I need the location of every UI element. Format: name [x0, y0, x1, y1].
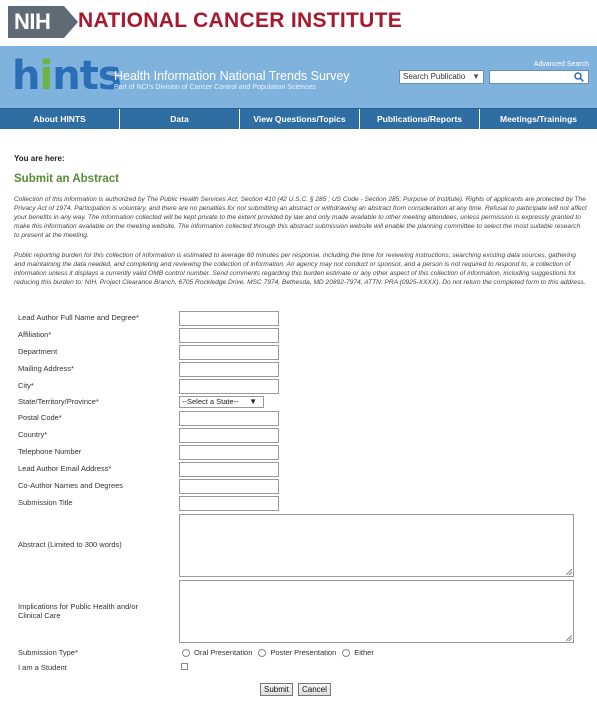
nav-about-hints[interactable]: About HINTS: [0, 109, 120, 129]
lead-author-input[interactable]: [179, 311, 279, 326]
mailing-address-input[interactable]: [179, 362, 279, 377]
abstract-label: Abstract (Limited to 300 words): [18, 540, 122, 549]
site-subtitle: Health Information National Trends Survey: [114, 69, 350, 83]
country-label: Country*: [18, 430, 48, 439]
burden-paragraph: Public reporting burden for this collection of information is estimated to average 60 minutes per response, including the time for reviewing instructions, searching existing data sources, gathering and maintaining the data needed, and completing and reviewing the collection of information. An agency may not conduct or sponsor, and a person is not required to respond to, a collection of information unless it displays a currently valid OMB control number. Send comments regarding this burden estimate or any other aspect of this collection of information, including suggestions for reducing this burden to: NIH, Project Clearance Branch, 6705 Rockledge Drive, MSC 7974, Bethesda, MD 20892-7974, ATTN: PRA (0925-XXXX). Do not return the completed form to this address.: [14, 252, 586, 286]
postal-code-input[interactable]: [179, 411, 279, 426]
submission-type-label: Submission Type*: [18, 648, 78, 657]
mailing-address-label: Mailing Address*: [18, 364, 74, 373]
cancel-button[interactable]: Cancel: [298, 683, 331, 696]
affiliation-label: Affiliation*: [18, 330, 52, 339]
oral-presentation-radio[interactable]: [182, 649, 190, 657]
nav-view-questions[interactable]: View Questions/Topics: [240, 109, 360, 129]
nci-title[interactable]: NATIONAL CANCER INSTITUTE: [78, 9, 403, 32]
breadcrumb: You are here:: [14, 154, 65, 163]
nih-logo-text: NIH: [14, 9, 51, 34]
student-checkbox[interactable]: [181, 663, 188, 670]
affiliation-input[interactable]: [179, 328, 279, 343]
city-input[interactable]: [179, 379, 279, 394]
coauthors-label: Co-Author Names and Degrees: [18, 481, 124, 490]
nav-meetings[interactable]: Meetings/Trainings: [500, 114, 577, 124]
state-select-value: --Select a State--: [182, 397, 239, 406]
abstract-textarea[interactable]: [179, 514, 574, 577]
nav-data[interactable]: Data: [120, 109, 240, 129]
submission-title-label: Submission Title: [18, 498, 73, 507]
country-input[interactable]: [179, 428, 279, 443]
poster-presentation-label: Poster Presentation: [270, 648, 337, 657]
coauthors-input[interactable]: [179, 479, 279, 494]
search-input[interactable]: [489, 70, 589, 84]
email-input[interactable]: [179, 462, 279, 477]
postal-code-label: Postal Code*: [18, 413, 62, 422]
nih-logo[interactable]: [8, 6, 64, 38]
nih-banner: [0, 0, 597, 46]
submission-title-input[interactable]: [179, 496, 279, 511]
oral-presentation-label: Oral Presentation: [194, 648, 253, 657]
department-input[interactable]: [179, 345, 279, 360]
caret-down-icon: ▼: [472, 72, 480, 81]
city-label: City*: [18, 381, 34, 390]
page-title: Submit an Abstract: [14, 173, 120, 185]
student-label: I am a Student: [18, 663, 67, 672]
state-label: State/Territory/Province*: [18, 397, 99, 406]
search-icon[interactable]: [574, 72, 584, 82]
either-radio[interactable]: [342, 649, 350, 657]
lead-author-label: Lead Author Full Name and Degree*: [18, 313, 139, 322]
department-label: Department: [18, 347, 58, 356]
submit-button[interactable]: Submit: [260, 683, 293, 696]
nav-publications[interactable]: Publications/Reports: [360, 109, 480, 129]
hints-header: [0, 46, 597, 108]
caret-down-icon: ▼: [249, 397, 257, 406]
main-nav: [0, 108, 597, 129]
implications-textarea[interactable]: [179, 580, 574, 643]
submission-type-options: [182, 648, 374, 657]
either-label: Either: [354, 648, 374, 657]
advanced-search-link[interactable]: Advanced Search: [533, 61, 589, 68]
email-label: Lead Author Email Address*: [18, 464, 112, 473]
poster-presentation-radio[interactable]: [258, 649, 266, 657]
telephone-input[interactable]: [179, 445, 279, 460]
search-scope-select[interactable]: [399, 70, 484, 84]
site-tagline: Part of NCI's Division of Cancer Control and Population Sciences: [114, 84, 316, 91]
implications-label: Implications for Public Health and/or Clinical Care: [18, 602, 139, 620]
hints-logo[interactable]: hints: [12, 53, 121, 99]
telephone-label: Telephone Number: [18, 447, 82, 456]
search-scope-value: Search Publicatio: [403, 72, 466, 81]
state-select[interactable]: [179, 396, 264, 408]
authorization-paragraph: Collection of this information is authorized by The Public Health Services Act, Section 410 (42 U.S.C. § 285 ; US Code - Section 285; Purpose of Institute). Rights of applicants are protected by The Privacy Act of 1974. Participation is voluntary, and there are no penalties for not submitting an abstract or withdrawing an abstract from consideration at any time. Refusal to participate will not affect your benefits in any way. The information collected will be kept private to the extent provided by law and only made available to other meeting attendees, unless permission is expressly granted to make this information available on the meeting website. The information collected through this abstract submission website will enable the planning committee to select the most suitable research to present at the meeting.: [14, 196, 587, 239]
